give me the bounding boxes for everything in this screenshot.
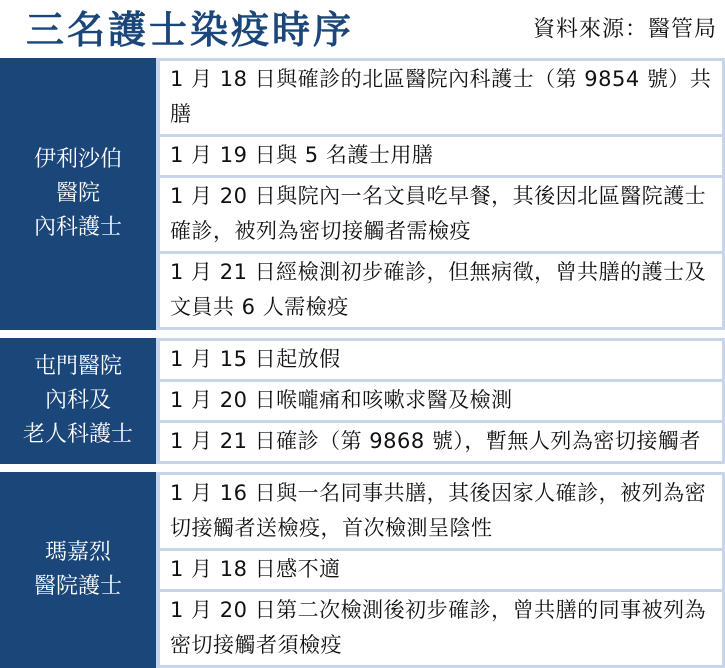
event-item: 1 月 15 日起放假 [160, 341, 722, 379]
event-item: 1 月 20 日第二次檢測後初步確診，曾共膳的同事被列為密切接觸者須檢疫 [160, 592, 722, 665]
group-name: 伊利沙伯 醫院 內科護士 [0, 58, 156, 330]
group-elizabeth-hospital [0, 58, 725, 330]
event-item: 1 月 21 日經檢測初步確診，但無病徵，曾共膳的護士及文員共 6 人需檢疫 [160, 254, 722, 327]
group-name: 屯門醫院 內科及 老人科護士 [0, 338, 156, 464]
timeline-table [0, 58, 725, 668]
event-list [156, 472, 725, 668]
event-item: 1 月 18 日感不適 [160, 551, 722, 589]
page-title: 三名護士染疫時序 [26, 8, 355, 52]
group-tuen-mun-hospital [0, 338, 725, 464]
source-credit: 資料來源：醫管局 [532, 17, 717, 42]
event-list [156, 58, 725, 330]
event-item: 1 月 18 日與確診的北區醫院內科護士（第 9854 號）共膳 [160, 61, 722, 134]
event-item: 1 月 20 日喉嚨痛和咳嗽求醫及檢測 [160, 382, 722, 420]
event-item: 1 月 19 日與 5 名護士用膳 [160, 137, 722, 175]
event-item: 1 月 16 日與一名同事共膳，其後因家人確診，被列為密切接觸者送檢疫，首次檢測呈陰性 [160, 475, 722, 548]
event-item: 1 月 21 日確診（第 9868 號），暫無人列為密切接觸者 [160, 423, 722, 461]
group-name: 瑪嘉烈 醫院護士 [0, 472, 156, 668]
event-list [156, 338, 725, 464]
group-princess-margaret-hospital [0, 472, 725, 668]
header [0, 0, 725, 58]
event-item: 1 月 20 日與院內一名文員吃早餐，其後因北區醫院護士確診，被列為密切接觸者需檢疫 [160, 178, 722, 251]
